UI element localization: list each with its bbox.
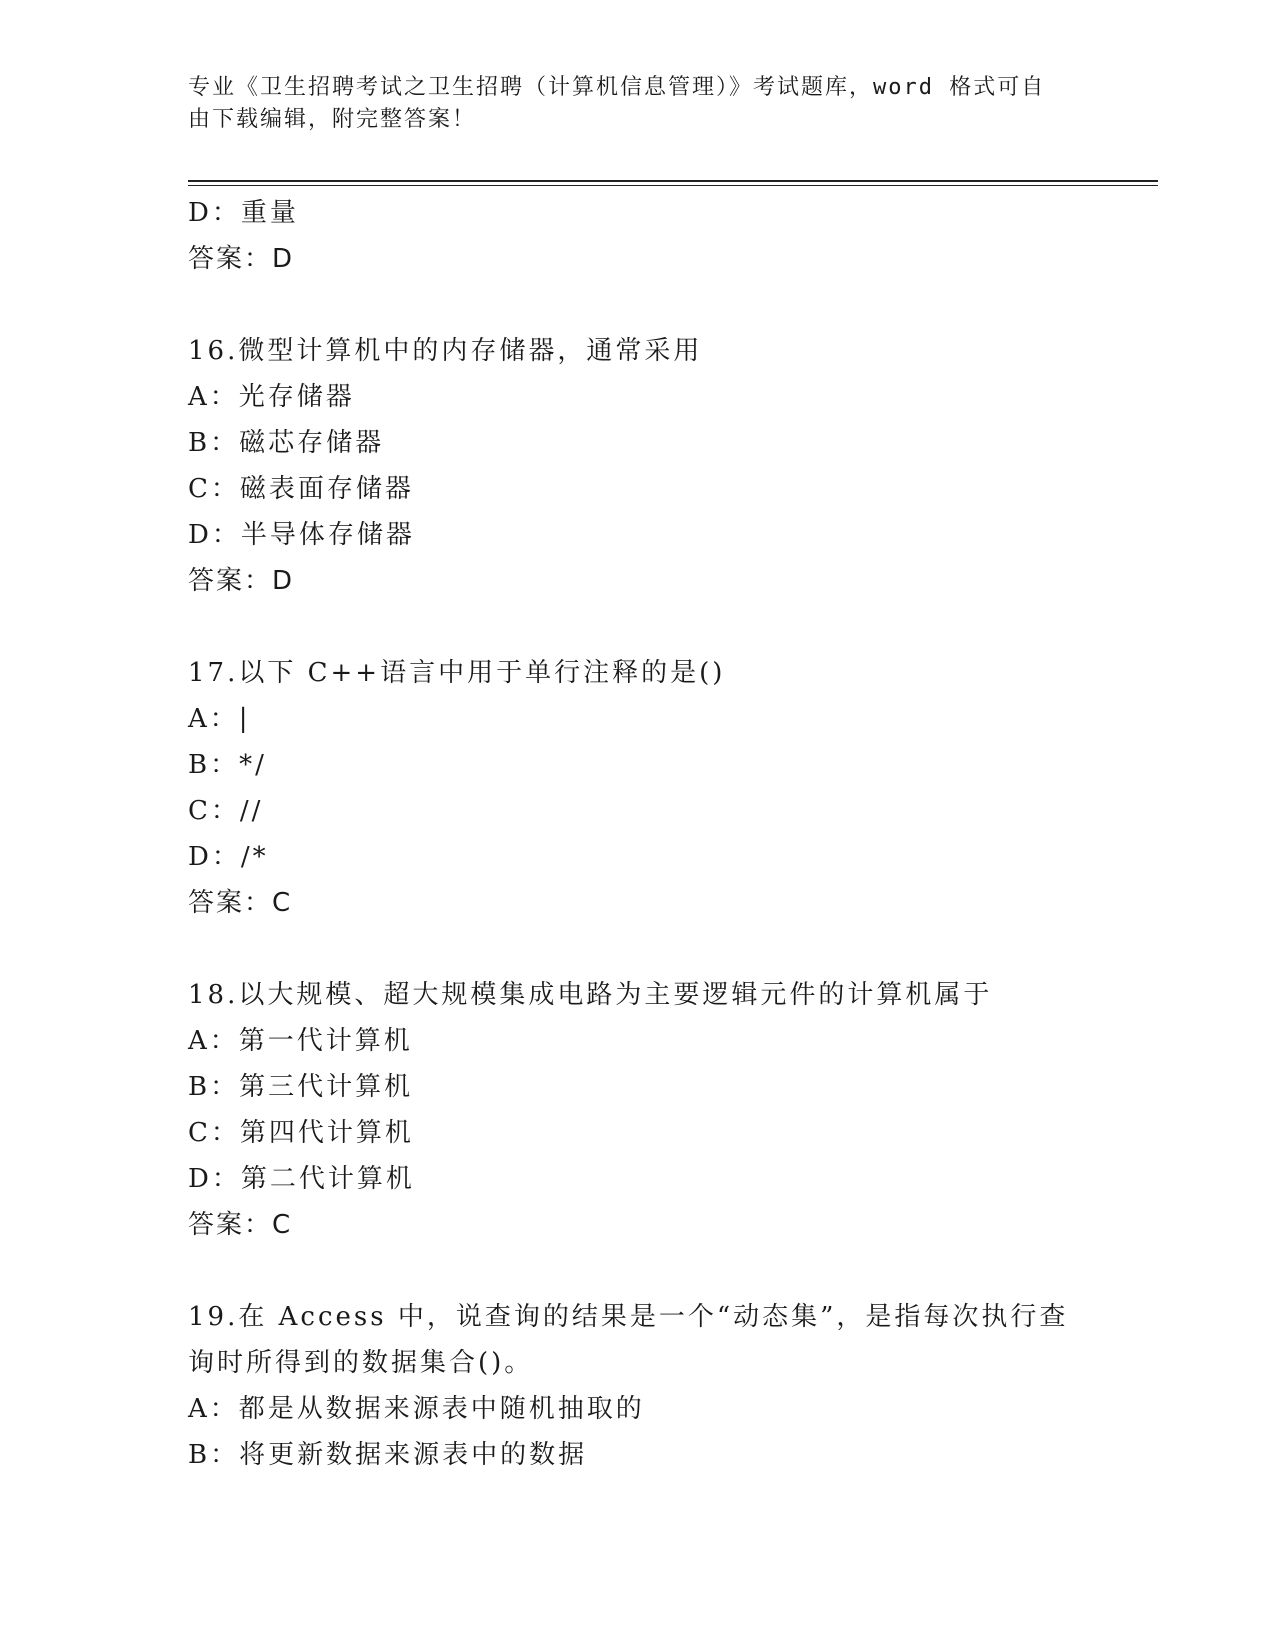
prev-option-d: D：重量 xyxy=(188,198,299,228)
option-c: C：磁表面存储器 xyxy=(188,474,414,504)
option-d: D：/* xyxy=(188,842,269,872)
question-18 xyxy=(188,972,1088,1248)
question-17 xyxy=(188,650,1088,926)
prev-answer: 答案：D xyxy=(188,244,295,274)
option-b: B：*/ xyxy=(188,750,267,780)
answer: 答案：C xyxy=(188,1210,293,1240)
document-header xyxy=(188,72,1068,136)
option-c: C：第四代计算机 xyxy=(188,1118,414,1148)
option-d: D：第二代计算机 xyxy=(188,1164,415,1194)
spacer xyxy=(188,1248,1088,1294)
option-a: A：| xyxy=(188,704,251,734)
option-a: A：第一代计算机 xyxy=(188,1026,413,1056)
question-stem: 19.在 Access 中，说查询的结果是一个“动态集”，是指每次执行查 xyxy=(188,1302,1069,1332)
spacer xyxy=(188,282,1088,328)
question-list xyxy=(188,190,1088,1478)
header-line-1: 专业《卫生招聘考试之卫生招聘（计算机信息管理）》考试题库，word 格式可自 xyxy=(188,75,1046,100)
answer: 答案：D xyxy=(188,566,295,596)
spacer xyxy=(188,926,1088,972)
option-c: C：// xyxy=(188,796,264,826)
option-a: A：都是从数据来源表中随机抽取的 xyxy=(188,1394,645,1424)
answer: 答案：C xyxy=(188,888,293,918)
question-16 xyxy=(188,328,1088,604)
header-line-2: 由下载编辑，附完整答案！ xyxy=(188,107,477,132)
header-rule-thin xyxy=(188,185,1158,186)
option-d: D：半导体存储器 xyxy=(188,520,415,550)
spacer xyxy=(188,604,1088,650)
question-19 xyxy=(188,1294,1088,1478)
option-b: B：磁芯存储器 xyxy=(188,428,385,458)
option-b: B：第三代计算机 xyxy=(188,1072,414,1102)
option-a: A：光存储器 xyxy=(188,382,355,412)
question-stem: 17.以下 C++语言中用于单行注释的是() xyxy=(188,658,726,688)
option-b: B：将更新数据来源表中的数据 xyxy=(188,1440,588,1470)
question-stem: 16.微型计算机中的内存储器，通常采用 xyxy=(188,336,703,366)
question-stem: 18.以大规模、超大规模集成电路为主要逻辑元件的计算机属于 xyxy=(188,980,993,1010)
question-stem-continued: 询时所得到的数据集合()。 xyxy=(188,1348,534,1378)
header-rule-thick xyxy=(188,180,1158,182)
